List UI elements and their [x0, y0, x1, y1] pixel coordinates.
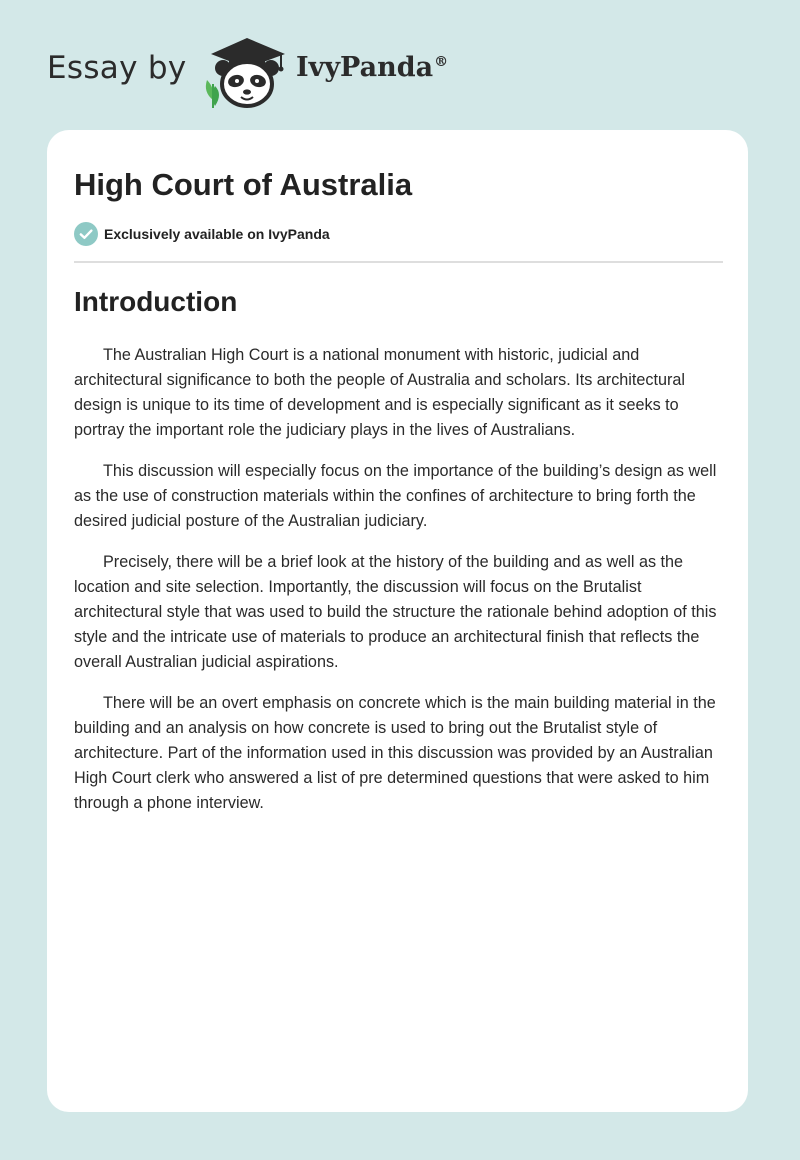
exclusive-badge — [74, 222, 330, 246]
essay-by-label: Essay by — [47, 50, 187, 86]
registered-mark: ® — [434, 54, 449, 70]
essay-body — [74, 343, 726, 832]
section-heading: Introduction — [74, 286, 238, 317]
paragraph: The Australian High Court is a national monument with historic, judicial and architectural significance to both the people of Australia and scholars. Its architectural design is unique to its time of development and is especially significant as it seeks to portray the important role the judiciary plays in the lives of Australians. — [74, 346, 685, 439]
exclusive-text: Exclusively available on IvyPanda — [104, 226, 330, 242]
essay-card — [47, 130, 748, 1112]
page-title: High Court of Australia — [74, 167, 413, 202]
site-header — [0, 0, 800, 130]
check-circle-icon — [74, 222, 98, 246]
panda-graduate-icon[interactable] — [201, 34, 293, 110]
paragraph: Precisely, there will be a brief look at the history of the building and as well as the location and site selection. Importantly, the discussion will focus on the Brutalist architectural style that was used to build the structure the rationale behind adoption of this style and the intricate use of materials to produce an architectural finish that reflects the overall Australian judicial aspirations. — [74, 553, 717, 671]
divider — [74, 261, 723, 263]
brand-name[interactable]: IvyPanda® — [296, 52, 449, 83]
paragraph: There will be an overt emphasis on concrete which is the main building material in the building and an analysis on how concrete is used to bring out the Brutalist style of architecture. Part of the information used in this discussion was provided by an Australian High Court clerk who answered a list of pre determined questions that were asked to him through a phone interview. — [74, 694, 716, 812]
paragraph: This discussion will especially focus on the importance of the building’s design as well as the use of construction materials within the confines of architecture to bring forth the desired judicial posture of the Australian judiciary. — [74, 462, 717, 530]
